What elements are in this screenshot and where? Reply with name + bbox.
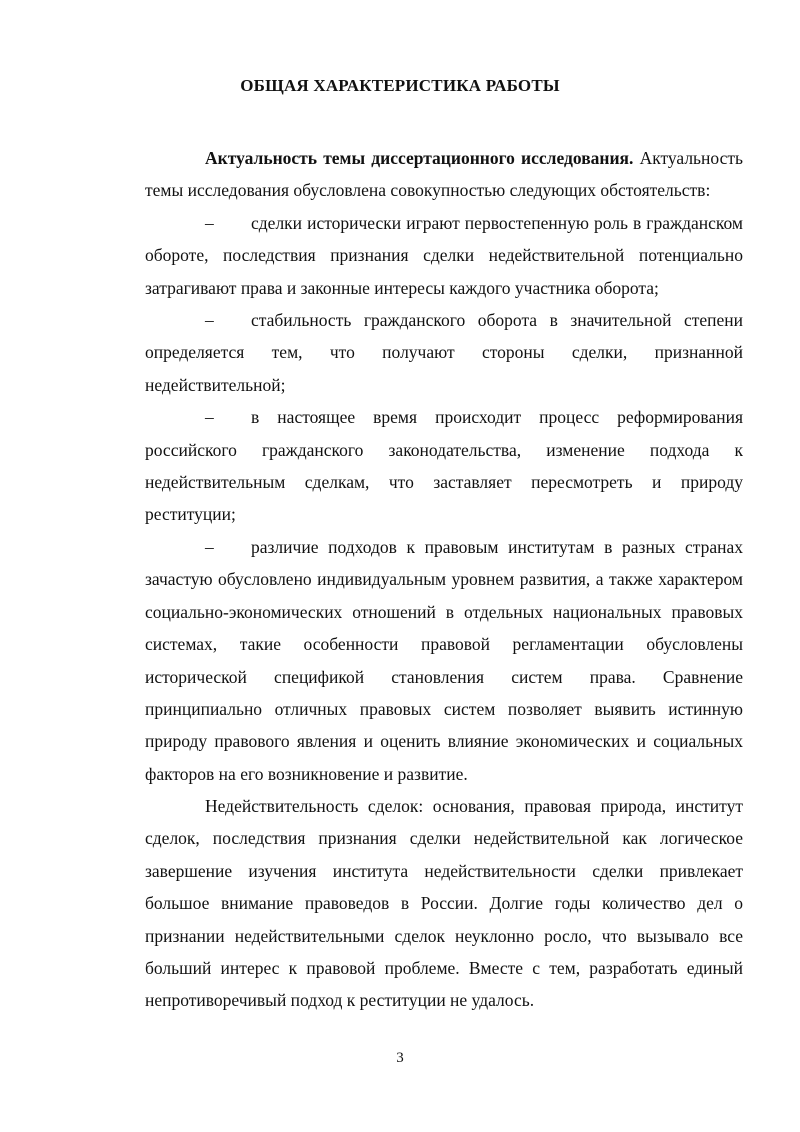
page-number: 3: [396, 1050, 404, 1066]
closing-paragraph: Недействительность сделок: основания, правовая природа, институт сделок, последствия признания сделки недействительной как логическое завершение изучения института недействительности сделки привлекает большое внимание правоведов в России. Долгие годы количество дел о признании недействительными сделок неуклонно росло, что вызывало все больший интерес к правовой проблеме. Вместе с тем, разработать единый непротиворечивый подход к реституции не удалось.: [145, 796, 743, 1011]
relevance-intro-text: Актуальность темы исследования обусловлена совокупностью следующих обстоятельств:: [145, 148, 743, 201]
list-item: [145, 207, 743, 304]
list-item-text: различие подходов к правовым институтам в разных странах зачастую обусловлено индивидуальным уровнем развития, а также характером социально-экономических отношений в отдельных национальных правовых системах, такие особенности правовой регламентации обусловлены исторической спецификой становления систем права. Сравнение принципиально отличных правовых систем позволяет выявить истинную природу правового явления и оценить влияние экономических и социальных факторов на его возникновение и развитие.: [145, 536, 743, 784]
list-item-dash: –: [205, 536, 214, 557]
list-item-text: сделки исторически играют первостепенную роль в гражданском обороте, последствия признания сделки недействительной потенциально затрагивают права и законные интересы каждого участника оборота;: [145, 212, 743, 298]
document-title: ОБЩАЯ ХАРАКТЕРИСТИКА РАБОТЫ: [240, 76, 560, 95]
list-item: [145, 531, 743, 790]
list-item: [145, 401, 743, 531]
list-item-text: стабильность гражданского оборота в значительной степени определяется тем, что получают стороны сделки, признанной недействительной;: [145, 310, 743, 395]
relevance-heading: Актуальность темы диссертационного исследования.: [205, 148, 634, 168]
closing-section: [145, 790, 743, 1017]
list-item: [145, 304, 743, 401]
list-item-dash: –: [205, 310, 214, 331]
list-item-text: в настоящее время происходит процесс реформирования российского гражданского законодательства, изменение подхода к недействительным сделкам, что заставляет пересмотреть и природу реституции;: [145, 407, 743, 525]
list-item-dash: –: [205, 212, 214, 233]
list-item-dash: –: [205, 407, 214, 428]
relevance-intro-paragraph: [145, 142, 743, 207]
relevance-section: [145, 142, 743, 790]
